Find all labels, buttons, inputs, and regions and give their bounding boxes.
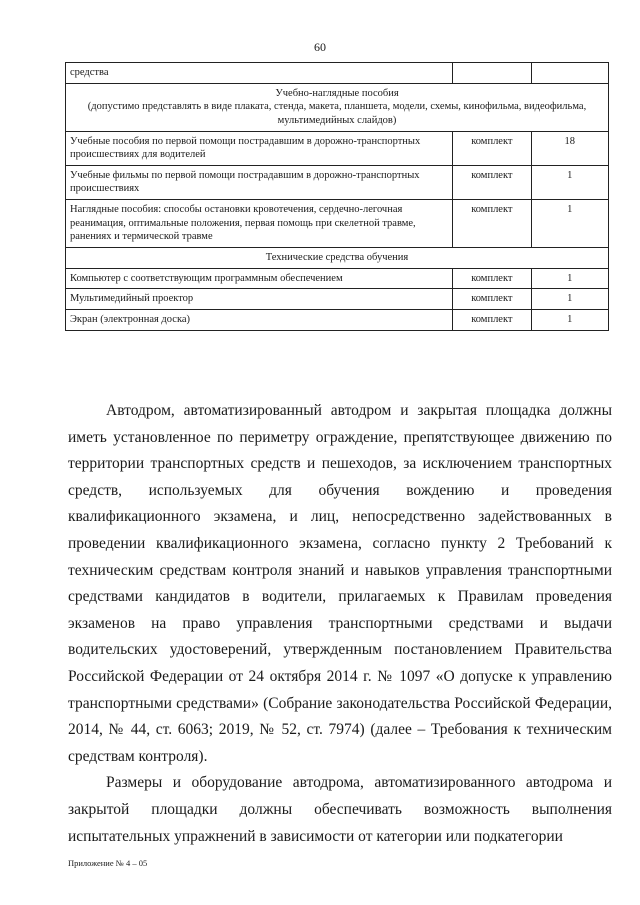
body-text — [68, 398, 612, 850]
item-quantity-cell: 1 — [531, 200, 609, 248]
section-title: Технические средства обучения — [265, 252, 409, 264]
item-quantity-cell: 1 — [531, 165, 609, 199]
table-section-row — [66, 248, 609, 269]
item-name-cell: Учебные фильмы по первой помощи пострадавшим в дорожно-транспортных происшествиях — [66, 165, 453, 199]
item-name-cell: Наглядные пособия: способы остановки кровотечения, сердечно-легочная реанимация, оптимальные положения, первая помощь при скелетной травме, ранениях и термической травме — [66, 200, 453, 248]
item-unit-cell: комплект — [453, 289, 531, 310]
table-row — [66, 131, 609, 165]
item-unit-cell — [453, 63, 531, 84]
table-row — [66, 165, 609, 199]
item-unit-cell: комплект — [453, 131, 531, 165]
equipment-table — [65, 62, 609, 331]
item-quantity-cell: 18 — [531, 131, 609, 165]
paragraph: Автодром, автоматизированный автодром и закрытая площадка должны иметь установленное по периметру ограждение, препятствующее движению по территории транспортных средств и пешеходов, за исключением транспортных средств, используемых для обучения вождению и проведения квалификационного экзамена, и лиц, непосредственно задействованных в проведении квалификационного экзамена, согласно пункту 2 Требований к техническим средствам контроля знаний и навыков управления транспортными средствами кандидатов в водители, прилагаемых к Правилам проведения экзаменов на право управления транспортными средствами и выдачи водительских удостоверений, утвержденным постановлением Правительства Российской Федерации от 24 октября 2014 г. № 1097 «О допуске к управлению транспортными средствами» (Собрание законодательства Российской Федерации, 2014, № 44, ст. 6063; 2019, № 52, ст. 7974) (далее – Требования к техническим средствам контроля). — [68, 402, 612, 765]
item-name-cell: Учебные пособия по первой помощи пострадавшим в дорожно-транспортных происшествиях для водителей — [66, 131, 453, 165]
table-section-row — [66, 83, 609, 131]
table-row — [66, 309, 609, 330]
item-name-cell: Компьютер с соответствующим программным обеспечением — [66, 268, 453, 289]
item-quantity-cell — [531, 63, 609, 84]
item-quantity-cell: 1 — [531, 289, 609, 310]
table-row — [66, 289, 609, 310]
page-number: 60 — [314, 40, 326, 54]
equipment-table-body — [66, 63, 609, 331]
footer-note: Приложение № 4 – 05 — [68, 858, 148, 868]
item-quantity-cell: 1 — [531, 268, 609, 289]
item-unit-cell: комплект — [453, 165, 531, 199]
paragraph: Размеры и оборудование автодрома, автоматизированного автодрома и закрытой площадки должны обеспечивать возможность выполнения испытательных упражнений в зависимости от категории или подкатегории — [68, 774, 612, 845]
item-name-cell: Экран (электронная доска) — [66, 309, 453, 330]
item-unit-cell: комплект — [453, 309, 531, 330]
item-name-cell: Мультимедийный проектор — [66, 289, 453, 310]
item-quantity-cell: 1 — [531, 309, 609, 330]
section-title: Учебно-наглядные пособия — [275, 87, 399, 99]
section-heading — [66, 83, 609, 131]
item-unit-cell: комплект — [453, 268, 531, 289]
section-heading — [66, 248, 609, 269]
item-name-cell: средства — [66, 63, 453, 84]
item-unit-cell: комплект — [453, 200, 531, 248]
table-row — [66, 63, 609, 84]
table-row — [66, 200, 609, 248]
section-subtitle: (допустимо представлять в виде плаката, стенда, макета, планшета, модели, схемы, кинофильма, видеофильма, мультимедийных слайдов) — [87, 101, 587, 126]
table-row — [66, 268, 609, 289]
